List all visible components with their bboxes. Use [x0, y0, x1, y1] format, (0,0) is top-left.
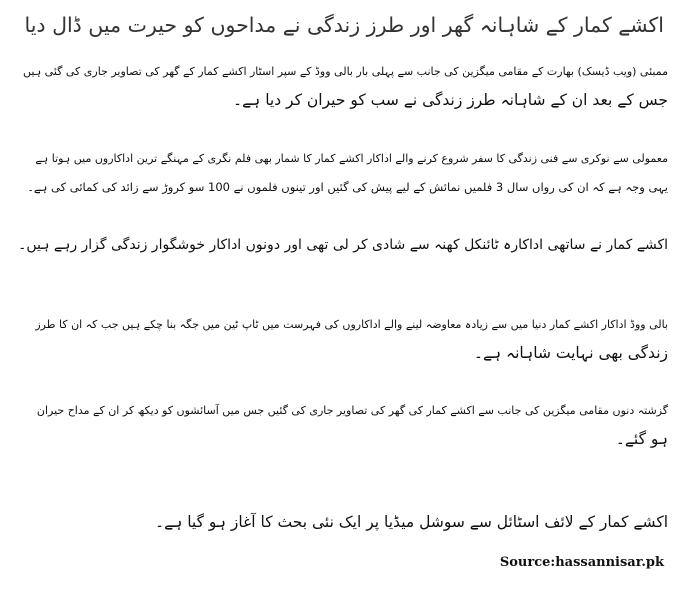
paragraph-line: اکشے کمار کے لائف اسٹائل سے سوشل میڈیا پر ایک نئی بحث کا آغاز ہو گیا ہے۔ [155, 513, 668, 531]
paragraph-line: گزشتہ دنوں مقامی میگزین کی جانب سے اکشے کمار کی گھر کی تصاویر جاری کی گئیں جس میں آسائشوں کو دیکھ کر ان کے مداح حیران [36, 404, 668, 417]
article-paragraph [8, 508, 668, 536]
paragraph-line: معمولی سے نوکری سے فنی زندگی کا سفر شروع کرنے والے اداکار اکشے کمار کا شمار بھی فلم نگری کے مہنگے ترین اداکاروں میں ہوتا ہے [35, 152, 668, 165]
paragraph-line: ہو گئے۔ [615, 430, 668, 448]
paragraph-line: اکشے کمار نے ساتھی اداکارہ ٹائنکل کھنہ سے شادی کر لی تھی اور دونوں اداکار خوشگوار زندگی گزار رہے ہیں۔ [18, 237, 668, 253]
paragraph-line: جس کے بعد ان کے شاہانہ طرز زندگی نے سب کو حیران کر دیا ہے۔ [233, 91, 668, 109]
paragraph-line: زندگی بھی نہایت شاہانہ ہے۔ [473, 344, 668, 362]
paragraph-line: یہی وجہ ہے کہ ان کی رواں سال 3 فلمیں نمائش کے لیے پیش کی گئیں اور تینوں فلموں نے 100 سو کروڑ سے زائد کی کمائی کی ہے۔ [27, 180, 668, 194]
article-paragraph [8, 311, 668, 367]
source-credit: Source:hassannisar.pk [499, 555, 664, 570]
article-paragraph [8, 145, 668, 201]
article-paragraph [8, 397, 668, 453]
article-paragraph [8, 231, 668, 259]
paragraph-line: ممبئی (ویب ڈیسک) بھارت کے مقامی میگزین کی جانب سے پہلی بار بالی ووڈ کے سپر اسٹار اکشے کمار کے گھر کی تصاویر جاری کی گئی ہیں [23, 65, 668, 78]
paragraph-line: بالی ووڈ اداکار اکشے کمار دنیا میں سے زیادہ معاوضہ لینے والے اداکاروں کی فہرست میں ٹاپ ٹین میں جگہ بنا چکے ہیں جب کہ ان کا طرز [35, 318, 668, 331]
article-paragraph [8, 58, 668, 114]
article-headline: اکشے کمار کے شاہانہ گھر اور طرز زندگی نے مداحوں کو حیرت میں ڈال دیا [24, 13, 664, 37]
